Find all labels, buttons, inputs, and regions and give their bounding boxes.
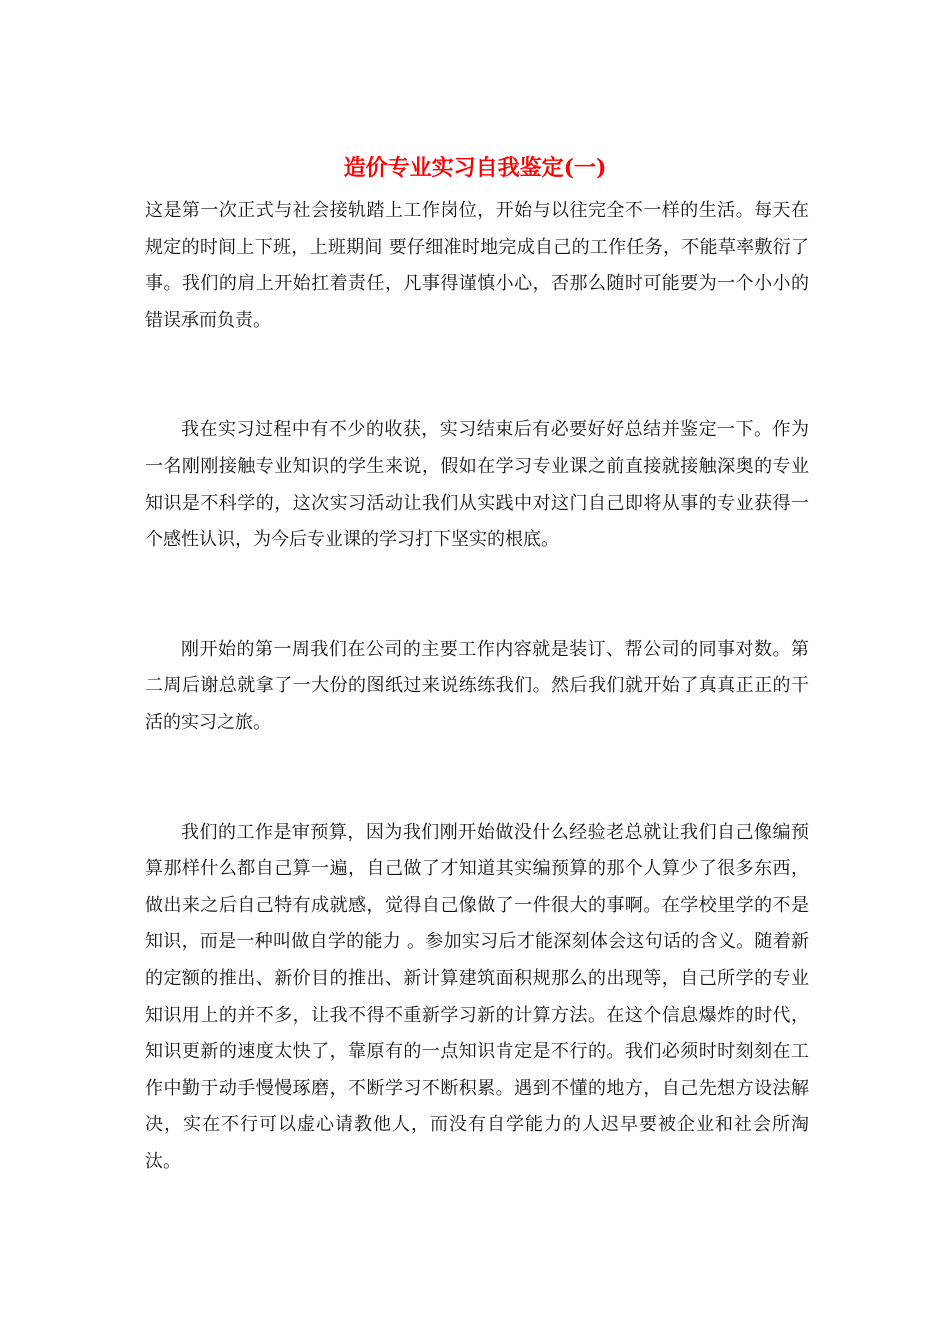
paragraph-3: 刚开始的第一周我们在公司的主要工作内容就是装订、帮公司的同事对数。第二周后谢总就拿了一大份的图纸过来说练练我们。然后我们就开始了真真正正的干活的实习之旅。 xyxy=(145,638,809,733)
paragraph-1: 这是第一次正式与社会接轨踏上工作岗位，开始与以往完全不一样的生活。每天在规定的时间上下班，上班期间 要仔细准时地完成自己的工作任务，不能草率敷衍了事。我们的肩上开始扛着责任，凡事得谨慎小心，否那么随时可能要为一个小小的错误承而负责。 xyxy=(145,200,809,331)
paragraph-spacer xyxy=(145,559,809,632)
paragraph-2: 我在实习过程中有不少的收获，实习结束后有必要好好总结并鉴定一下。作为一名刚刚接触专业知识的学生来说，假如在学习专业课之前直接就接触深奥的专业知识是不科学的，这次实习活动让我们从实践中对这门自己即将从事的专业获得一个感性认识，为今后专业课的学习打下坚实的根底。 xyxy=(145,419,809,551)
paragraph-spacer xyxy=(145,339,809,412)
paragraph-4: 我们的工作是审预算，因为我们刚开始做没什么经验老总就让我们自己像编预算那样什么都自己算一遍，自己做了才知道其实编预算的那个人算少了很多东西，做出来之后自己特有成就感，觉得自己像做了一件很大的事啊。在学校里学的不是知识，而是一种叫做自学的能力 。参加实习后才能深刻体会这句话的含义。随着新的定额的推出、新价目的推出、新计算建筑面积规那么的出现等，自己所学的专业知识用上的并不多，让我不得不重新学习新的计算方法。在这个信息爆炸的时代，知识更新的速度太快了，靠原有的一点知识肯定是不行的。我们必须时时刻刻在工作中勤于动手慢慢琢磨，不断学习不断积累。遇到不懂的地方，自己先想方设法解决，实在不行可以虚心请教他人，而没有自学能力的人迟早要被企业和社会所淘汰。 xyxy=(145,821,809,1172)
document-title: 造价专业实习自我鉴定(一) xyxy=(343,155,607,181)
document-body xyxy=(145,193,809,1180)
paragraph-spacer xyxy=(145,742,809,815)
